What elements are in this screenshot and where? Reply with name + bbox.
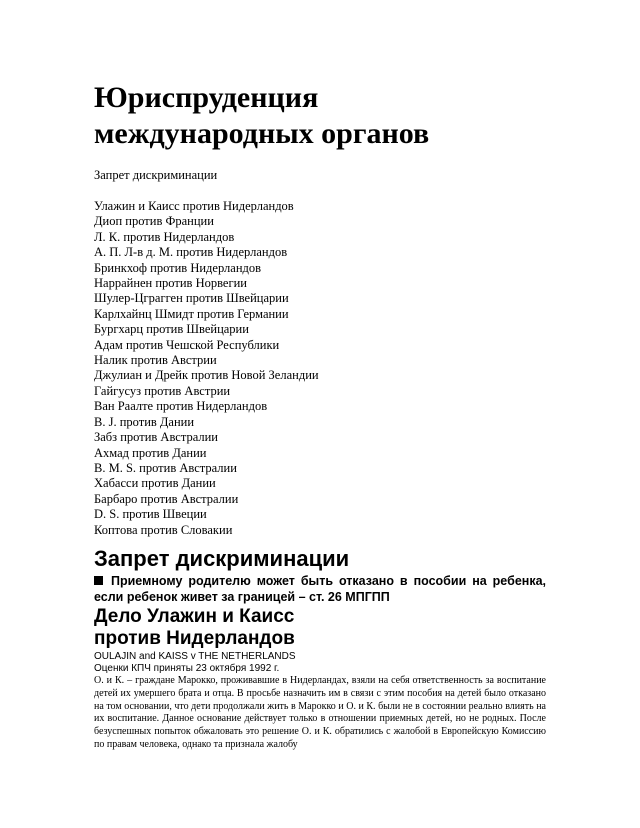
case-item: Джулиан и Дрейк против Новой Зеландии <box>94 368 319 383</box>
case-item: Забз против Австралии <box>94 430 218 445</box>
bullet-text: Приемному родителю может быть отказано в пособии на ребенка, если ребенок живет за границей – ст. 26 МПГПП <box>94 574 546 604</box>
case-item: В. M. S. против Австралии <box>94 460 237 475</box>
title-line-2: международных органов <box>94 117 430 150</box>
page-title <box>94 80 554 152</box>
case-date: Оценки КПЧ приняты 23 октября 1992 г. <box>94 663 280 674</box>
case-item: Гайгусуз против Австрии <box>94 383 231 398</box>
case-item: Бринкхоф против Нидерландов <box>94 260 262 275</box>
case-item: Шулер-Цграгген против Швейцарии <box>94 291 289 306</box>
case-item: Коптова против Словакии <box>94 522 233 537</box>
case-item: Карлхайнц Шмидт против Германии <box>94 306 289 321</box>
section-heading: Запрет дискриминации <box>94 546 350 571</box>
case-title-line-2: против Нидерландов <box>94 628 295 649</box>
case-item: Бургхарц против Швейцарии <box>94 322 249 337</box>
case-item: Хабасси против Дании <box>94 476 216 491</box>
case-item: В. J. против Дании <box>94 414 195 429</box>
case-item: Улажин и Каисс против Нидерландов <box>94 199 294 213</box>
square-bullet-icon <box>94 576 103 585</box>
case-item: Диоп против Франции <box>94 214 214 229</box>
case-list <box>94 199 319 538</box>
title-line-1: Юриспруденция <box>94 81 319 114</box>
case-item: Барбаро против Австралии <box>94 491 239 506</box>
case-english-name: OULAJIN and KAISS v THE NETHERLANDS <box>94 651 296 662</box>
case-body-text: О. и К. – граждане Марокко, проживавшие в Нидерландах, взяли на себя ответственность за воспитание детей их умершего брата и отца. В просьбе назначить им в связи с этим пособия на детей было отказано на том основании, что дети продолжали жить в Марокко и О. и К. были не в состоянии реально влиять на их воспитание. Данное основание действует только в отношении приемных детей, но не родных. После безуспешных попыток обжаловать это решение О. и К. обратились с жалобой в Европейскую Комиссию по правам человека, однако та признала жалобу <box>94 675 546 750</box>
subtitle: Запрет дискриминации <box>94 168 218 182</box>
case-item: А. П. Л-в д. М. против Нидерландов <box>94 245 288 260</box>
bullet-point <box>94 573 546 605</box>
case-item: Ахмад против Дании <box>94 445 207 460</box>
case-item: Ван Раалте против Нидерландов <box>94 399 268 414</box>
case-item: Л. К. против Нидерландов <box>94 229 235 244</box>
case-item: D. S. против Швеции <box>94 507 207 522</box>
case-item: Адам против Чешской Республики <box>94 337 280 352</box>
case-item: Налик против Австрии <box>94 353 217 368</box>
case-title <box>94 606 295 650</box>
case-item: Наррайнен против Норвегии <box>94 276 247 291</box>
case-title-line-1: Дело Улажин и Каисс <box>94 606 295 627</box>
